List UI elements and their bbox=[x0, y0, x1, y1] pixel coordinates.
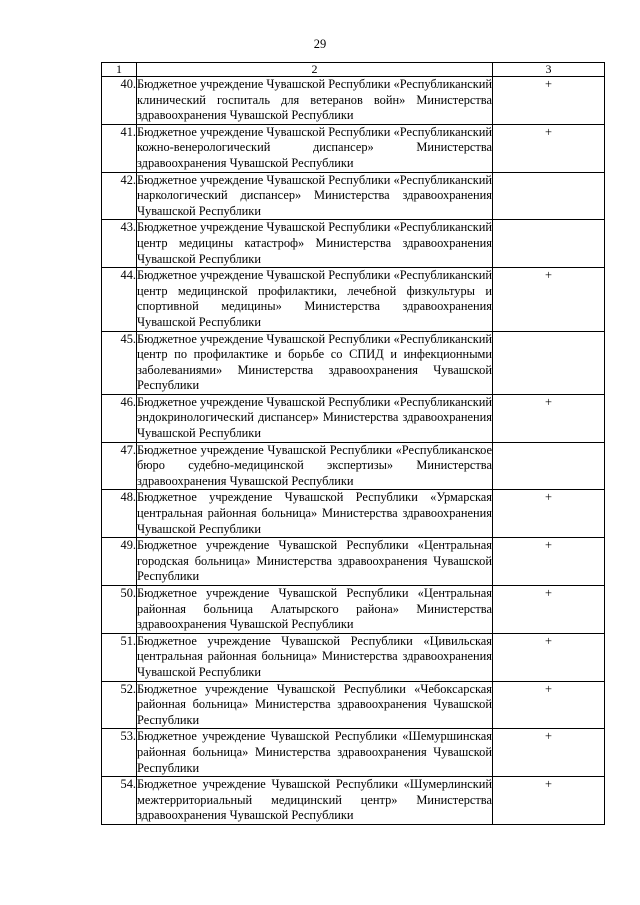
column-header-mark: 3 bbox=[493, 63, 605, 77]
table-header bbox=[102, 63, 605, 77]
mark-cell bbox=[493, 442, 605, 490]
mark-cell bbox=[493, 331, 605, 394]
row-number: 41. bbox=[102, 124, 137, 172]
row-number: 45. bbox=[102, 331, 137, 394]
institutions-table bbox=[101, 62, 605, 825]
mark-cell: + bbox=[493, 729, 605, 777]
table-row bbox=[102, 77, 605, 125]
table-row bbox=[102, 172, 605, 220]
table-body bbox=[102, 77, 605, 825]
mark-cell: + bbox=[493, 681, 605, 729]
table-row bbox=[102, 777, 605, 825]
institution-name: Бюджетное учреждение Чувашской Республики «Цивильская центральная районная больница» Министерства здравоохранения Чувашской Республики bbox=[137, 633, 493, 681]
table-row bbox=[102, 729, 605, 777]
table-row bbox=[102, 490, 605, 538]
table-row bbox=[102, 268, 605, 331]
row-number: 40. bbox=[102, 77, 137, 125]
institution-name: Бюджетное учреждение Чувашской Республики «Шумерлинский межтерриториальный медицинский центр» Министерства здравоохранения Чувашской Республики bbox=[137, 777, 493, 825]
mark-cell: + bbox=[493, 633, 605, 681]
mark-cell: + bbox=[493, 490, 605, 538]
row-number: 51. bbox=[102, 633, 137, 681]
institution-name: Бюджетное учреждение Чувашской Республики «Республиканский клинический госпиталь для ветеранов войн» Министерства здравоохранения Чувашской Республики bbox=[137, 77, 493, 125]
table-row bbox=[102, 681, 605, 729]
table-row bbox=[102, 124, 605, 172]
row-number: 46. bbox=[102, 394, 137, 442]
table-row bbox=[102, 586, 605, 634]
table-row bbox=[102, 538, 605, 586]
institution-name: Бюджетное учреждение Чувашской Республики «Урмарская центральная районная больница» Министерства здравоохранения Чувашской Республики bbox=[137, 490, 493, 538]
table-row bbox=[102, 331, 605, 394]
page-number: 29 bbox=[313, 37, 327, 51]
mark-cell bbox=[493, 220, 605, 268]
mark-cell: + bbox=[493, 538, 605, 586]
institution-name: Бюджетное учреждение Чувашской Республики «Республиканский эндокринологический диспансер» Министерства здравоохранения Чувашской Республики bbox=[137, 394, 493, 442]
column-header-number: 1 bbox=[102, 63, 137, 77]
row-number: 48. bbox=[102, 490, 137, 538]
mark-cell: + bbox=[493, 777, 605, 825]
institution-name: Бюджетное учреждение Чувашской Республики «Республиканское бюро судебно-медицинской экспертизы» Министерства здравоохранения Чувашской Республики bbox=[137, 442, 493, 490]
row-number: 49. bbox=[102, 538, 137, 586]
row-number: 50. bbox=[102, 586, 137, 634]
institution-name: Бюджетное учреждение Чувашской Республики «Республиканский кожно-венерологический диспансер» Министерства здравоохранения Чувашской Республики bbox=[137, 124, 493, 172]
row-number: 53. bbox=[102, 729, 137, 777]
table-row bbox=[102, 633, 605, 681]
institution-name: Бюджетное учреждение Чувашской Республики «Шемуршинская районная больница» Министерства здравоохранения Чувашской Республики bbox=[137, 729, 493, 777]
row-number: 54. bbox=[102, 777, 137, 825]
table-row bbox=[102, 220, 605, 268]
row-number: 52. bbox=[102, 681, 137, 729]
institution-name: Бюджетное учреждение Чувашской Республики «Центральная районная больница Алатырского района» Министерства здравоохранения Чувашской Республики bbox=[137, 586, 493, 634]
column-header-name: 2 bbox=[137, 63, 493, 77]
mark-cell: + bbox=[493, 124, 605, 172]
institution-name: Бюджетное учреждение Чувашской Республики «Республиканский центр по профилактике и борьбе со СПИД и инфекционными заболеваниями» Министерства здравоохранения Чувашской Республики bbox=[137, 331, 493, 394]
mark-cell: + bbox=[493, 586, 605, 634]
institution-name: Бюджетное учреждение Чувашской Республики «Республиканский наркологический диспансер» Министерства здравоохранения Чувашской Республики bbox=[137, 172, 493, 220]
institution-name: Бюджетное учреждение Чувашской Республики «Чебоксарская районная больница» Министерства здравоохранения Чувашской Республики bbox=[137, 681, 493, 729]
mark-cell bbox=[493, 172, 605, 220]
institution-name: Бюджетное учреждение Чувашской Республики «Республиканский центр медицины катастроф» Министерства здравоохранения Чувашской Республики bbox=[137, 220, 493, 268]
mark-cell: + bbox=[493, 77, 605, 125]
institution-name: Бюджетное учреждение Чувашской Республики «Республиканский центр медицинской профилактики, лечебной физкультуры и спортивной медицины» Министерства здравоохранения Чувашской Республики bbox=[137, 268, 493, 331]
table-row bbox=[102, 442, 605, 490]
mark-cell: + bbox=[493, 268, 605, 331]
institution-name: Бюджетное учреждение Чувашской Республики «Центральная городская больница» Министерства здравоохранения Чувашской Республики bbox=[137, 538, 493, 586]
row-number: 44. bbox=[102, 268, 137, 331]
row-number: 42. bbox=[102, 172, 137, 220]
row-number: 47. bbox=[102, 442, 137, 490]
row-number: 43. bbox=[102, 220, 137, 268]
table-row bbox=[102, 394, 605, 442]
mark-cell: + bbox=[493, 394, 605, 442]
